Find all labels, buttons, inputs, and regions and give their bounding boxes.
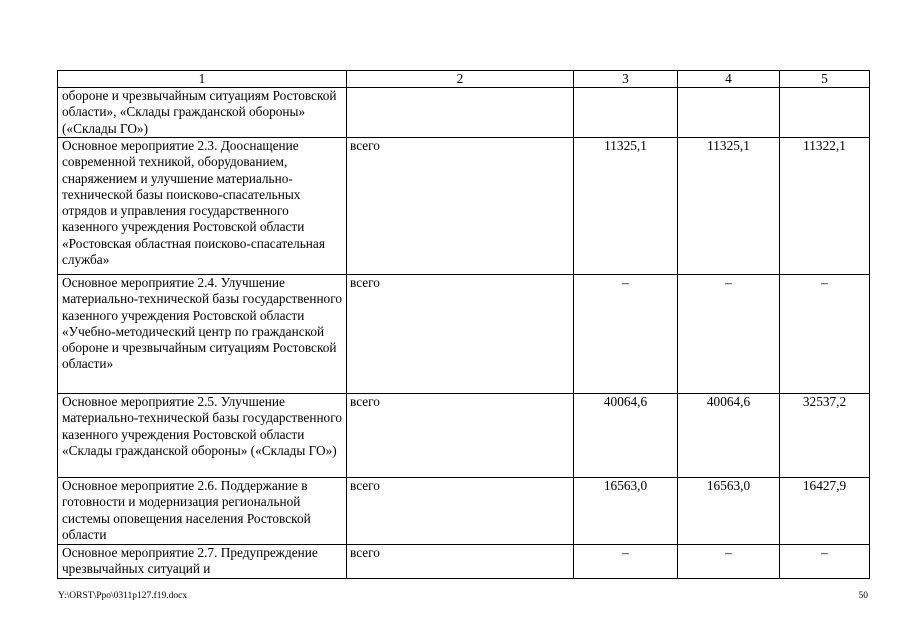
row-description: Основное мероприятие 2.4. Улучшение материально-технической базы государственного казенного учреждения Ростовской области «Учебно-методический центр по гражданской обороне и чрезвычайным ситуациям Ростовской области» xyxy=(58,275,347,394)
row-value-col5 xyxy=(780,88,870,138)
row-value-col3 xyxy=(574,88,678,138)
column-header-2: 2 xyxy=(347,71,574,88)
row-value-col3: 40064,6 xyxy=(574,394,678,478)
row-value-col4: 11325,1 xyxy=(678,138,780,275)
row-funding-type xyxy=(347,88,574,138)
table-row xyxy=(58,394,870,478)
table-row xyxy=(58,545,870,579)
row-value-col5: 16427,9 xyxy=(780,478,870,545)
footer-file-path: Y:\ORST\Ppo\0311p127.f19.docx xyxy=(58,591,188,601)
row-value-col4: 16563,0 xyxy=(678,478,780,545)
row-description: Основное мероприятие 2.6. Поддержание в готовности и модернизация региональной системы оповещения населения Ростовской области xyxy=(58,478,347,545)
row-value-col3: 11325,1 xyxy=(574,138,678,275)
row-value-col4: 40064,6 xyxy=(678,394,780,478)
table-row xyxy=(58,478,870,545)
row-value-col3: – xyxy=(574,545,678,579)
column-header-5: 5 xyxy=(780,71,870,88)
row-value-col5: – xyxy=(780,545,870,579)
program-table xyxy=(57,70,870,579)
row-value-col4 xyxy=(678,88,780,138)
row-value-col5: 32537,2 xyxy=(780,394,870,478)
table-row xyxy=(58,138,870,275)
table-row xyxy=(58,88,870,138)
column-header-3: 3 xyxy=(574,71,678,88)
header-row xyxy=(58,71,870,88)
row-value-col5: – xyxy=(780,275,870,394)
footer-page-number: 50 xyxy=(858,591,868,601)
column-header-1: 1 xyxy=(58,71,347,88)
row-funding-type: всего xyxy=(347,394,574,478)
row-description: обороне и чрезвычайным ситуациям Ростовской области», «Склады гражданской обороны» («Склады ГО») xyxy=(58,88,347,138)
row-funding-type: всего xyxy=(347,545,574,579)
row-value-col5: 11322,1 xyxy=(780,138,870,275)
row-value-col4: – xyxy=(678,545,780,579)
row-funding-type: всего xyxy=(347,138,574,275)
row-description: Основное мероприятие 2.3. Дооснащение современной техникой, оборудованием, снаряжением и улучшение материально-технической базы поисково-спасательных отрядов и управления государственного казенного учреждения Ростовской области «Ростовская областная поисково-спасательная служба» xyxy=(58,138,347,275)
column-header-4: 4 xyxy=(678,71,780,88)
row-value-col3: 16563,0 xyxy=(574,478,678,545)
row-funding-type: всего xyxy=(347,275,574,394)
row-value-col4: – xyxy=(678,275,780,394)
row-description: Основное мероприятие 2.7. Предупреждение чрезвычайных ситуаций и xyxy=(58,545,347,579)
row-funding-type: всего xyxy=(347,478,574,545)
row-description: Основное мероприятие 2.5. Улучшение материально-технической базы государственного казенного учреждения Ростовской области «Склады гражданской обороны» («Склады ГО») xyxy=(58,394,347,478)
table-row xyxy=(58,275,870,394)
row-value-col3: – xyxy=(574,275,678,394)
